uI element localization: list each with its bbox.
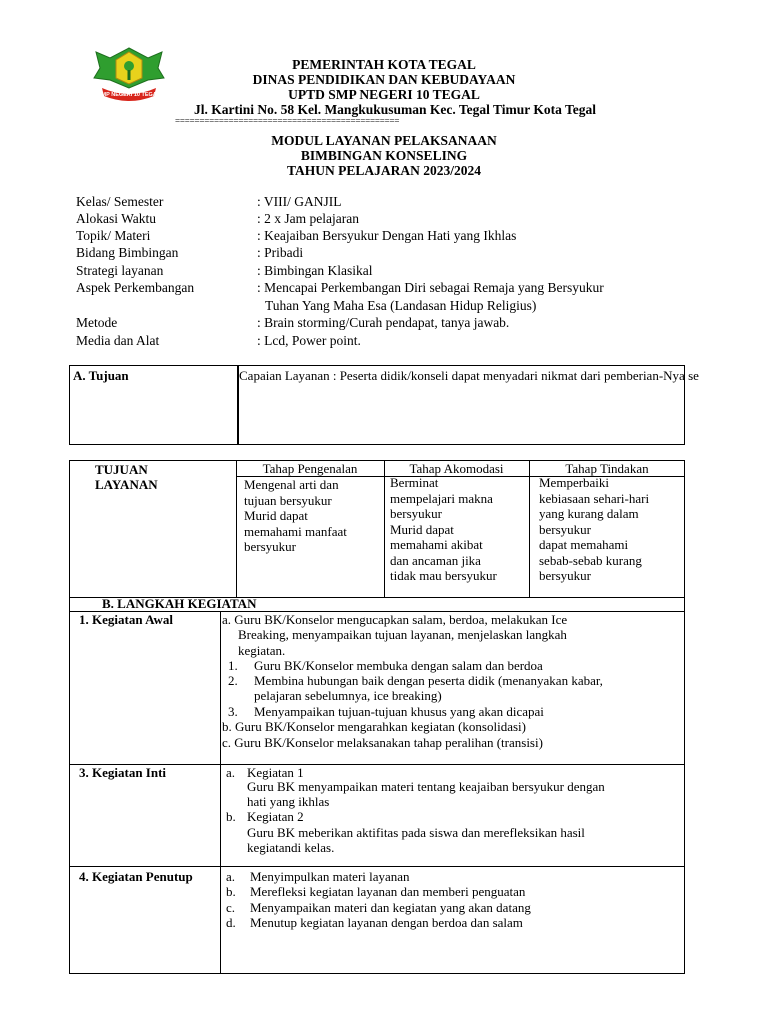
pengenalan-text: Mengenal arti dan tujuan bersyukur Murid dapat memahami manfaat bersyukur — [244, 477, 347, 554]
penutup-item-a: Menyimpulkan materi layanan — [250, 869, 410, 884]
identity-row-topik: Topik/ Materi : Keajaiban Bersyukur Dengan Hati yang Ikhlas — [76, 228, 517, 243]
awal-num-2: 2. — [228, 673, 238, 688]
penutup-item-c: Menyampaikan materi dan kegiatan yang akan datang — [250, 900, 531, 915]
tl-divider-3 — [529, 460, 530, 598]
awal-item-2-cont: pelajaran sebelumnya, ice breaking) — [254, 688, 442, 703]
awal-line-c: c. Guru BK/Konselor melaksanakan tahap peralihan (transisi) — [222, 735, 543, 750]
header-tahap-tindakan: Tahap Tindakan — [565, 461, 649, 476]
inti-marker-b: b. — [226, 809, 236, 824]
identity-row-alokasi: Alokasi Waktu : 2 x Jam pelajaran — [76, 211, 359, 226]
kegiatan-penutup-label: 4. Kegiatan Penutup — [79, 869, 193, 884]
letterhead-address: Jl. Kartini No. 58 Kel. Mangkukusuman Kec. Tegal Timur Kota Tegal — [193, 102, 597, 117]
identity-row-kelas: Kelas/ Semester : VIII/ GANJIL — [76, 194, 342, 209]
letterhead-line-1: PEMERINTAH KOTA TEGAL — [292, 57, 476, 72]
inti-kegiatan-1: Kegiatan 1 — [247, 765, 304, 780]
tujuan-label: A. Tujuan — [73, 368, 129, 383]
langkah-divider — [220, 611, 221, 974]
inti-kegiatan-2-desc: Guru BK meberikan aktifitas pada siswa dan merefleksikan hasil — [247, 825, 585, 840]
inti-kegiatan-2-desc-cont: kegiatandi kelas. — [247, 840, 335, 855]
kegiatan-awal-label: 1. Kegiatan Awal — [79, 612, 174, 627]
penutup-marker-a: a. — [226, 869, 236, 884]
tl-divider-1 — [236, 460, 237, 598]
letterhead-line-2: DINAS PENDIDIKAN DAN KEBUDAYAAN — [252, 72, 516, 87]
inti-marker-a: a. — [226, 765, 236, 780]
awal-line-a-cont-2: kegiatan. — [238, 643, 286, 658]
identity-row-media: Media dan Alat : Lcd, Power point. — [76, 333, 361, 348]
tujuan-layanan-label-2: LAYANAN — [95, 477, 158, 492]
awal-item-1: Guru BK/Konselor membuka dengan salam dan berdoa — [254, 658, 543, 673]
module-title-1: MODUL LAYANAN PELAKSANAAN — [271, 133, 497, 148]
module-title-3: TAHUN PELAJARAN 2023/2024 — [286, 163, 481, 178]
awal-num-3: 3. — [228, 704, 238, 719]
awal-item-3: Menyampaikan tujuan-tujuan khusus yang akan dicapai — [254, 704, 544, 719]
letterhead-line-3: UPTD SMP NEGERI 10 TEGAL — [288, 87, 480, 102]
inti-penutup-rule — [69, 866, 685, 867]
tindakan-text: Memperbaiki kebiasaan sehari-hari yang kurang dalam bersyukur dapat memahami sebab-sebab kurang bersyukur — [539, 475, 650, 583]
inti-kegiatan-2: Kegiatan 2 — [247, 809, 304, 824]
penutup-item-b: Merefleksi kegiatan layanan dan memberi penguatan — [250, 884, 526, 899]
header-tahap-akomodasi: Tahap Akomodasi — [409, 461, 504, 476]
awal-line-b: b. Guru BK/Konselor mengarahkan kegiatan (konsolidasi) — [222, 719, 526, 734]
tujuan-layanan-label-1: TUJUAN — [95, 462, 148, 477]
header-tahap-pengenalan: Tahap Pengenalan — [262, 461, 358, 476]
inti-kegiatan-1-desc-cont: hati yang ikhlas — [247, 794, 330, 809]
penutup-marker-b: b. — [226, 884, 236, 899]
tujuan-text: Capaian Layanan : Peserta didik/konseli dapat menyadari nikmat dari pemberian-Nya se — [239, 368, 699, 383]
awal-item-2: Membina hubungan baik dengan peserta didik (menanyakan kabar, — [254, 673, 603, 688]
penutup-marker-d: d. — [226, 915, 236, 930]
awal-line-a-cont-1: Breaking, menyampaikan tujuan layanan, menjelaskan langkah — [238, 627, 567, 642]
langkah-title: B. LANGKAH KEGIATAN — [102, 596, 257, 611]
identity-row-metode: Metode : Brain storming/Curah pendapat, tanya jawab. — [76, 315, 510, 330]
penutup-item-d: Menutup kegiatan layanan dengan berdoa dan salam — [250, 915, 523, 930]
letterhead-rule: ============================================== — [175, 116, 400, 126]
kegiatan-inti-label: 3. Kegiatan Inti — [79, 765, 167, 780]
awal-line-a: a. Guru BK/Konselor mengucapkan salam, berdoa, melakukan Ice — [222, 612, 568, 627]
tl-divider-2 — [384, 460, 385, 598]
identity-row-strategi: Strategi layanan : Bimbingan Klasikal — [76, 263, 373, 278]
akomodasi-text: Berminat mempelajari makna bersyukur Murid dapat memahami akibat dan ancaman jika tidak mau bersyukur — [390, 475, 497, 583]
penutup-marker-c: c. — [226, 900, 236, 915]
svg-text:SMP NEGERI 10 TEGAL: SMP NEGERI 10 TEGAL — [97, 92, 161, 98]
identity-row-bidang: Bidang Bimbingan : Pribadi — [76, 245, 304, 260]
awal-num-1: 1. — [228, 658, 238, 673]
inti-kegiatan-1-desc: Guru BK menyampaikan materi tentang keajaiban bersyukur dengan — [247, 779, 605, 794]
identity-row-aspek: Aspek Perkembangan : Mencapai Perkembangan Diri sebagai Remaja yang Bersyukur — [76, 280, 604, 295]
module-title-2: BIMBINGAN KONSELING — [300, 148, 468, 163]
